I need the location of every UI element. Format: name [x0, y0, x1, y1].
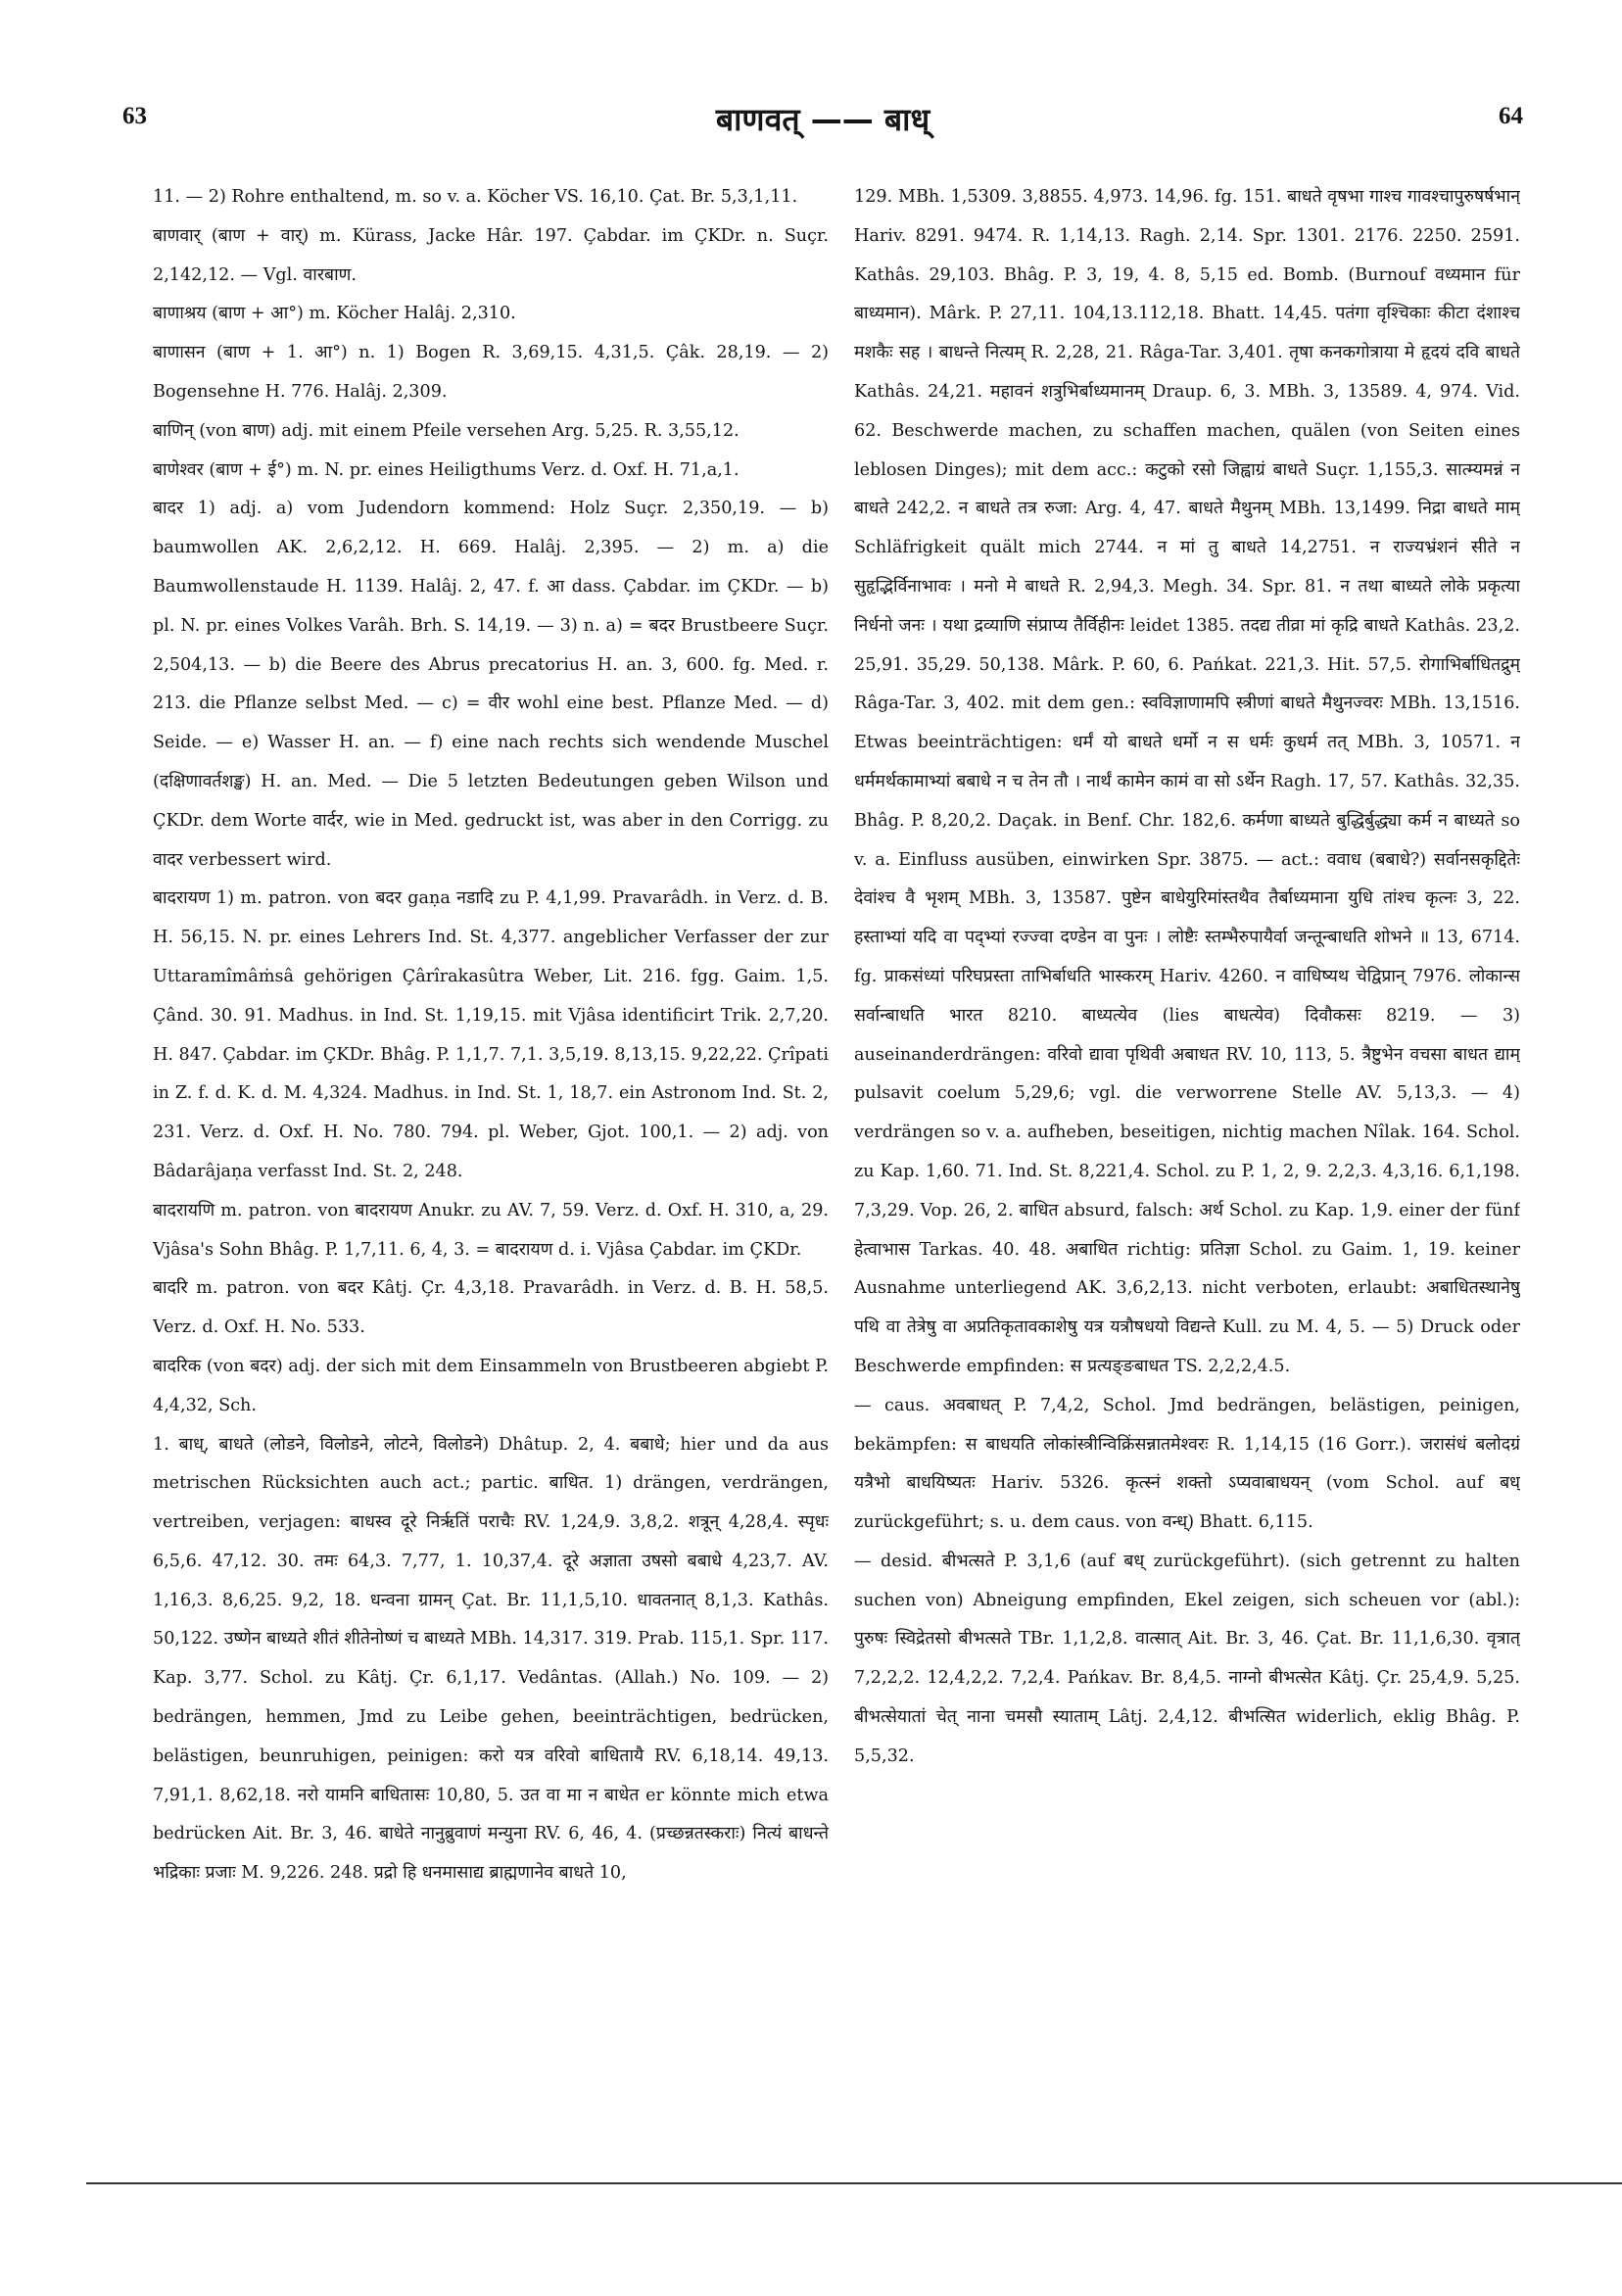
left-column	[153, 178, 829, 2128]
running-header	[118, 103, 1528, 142]
bottom-rule	[86, 2182, 1622, 2184]
entry-paragraph: बाणासन (बाण + 1. आ°) n. 1) Bogen R. 3,69,15. 4,31,5. Çâk. 28,19. — 2) Bogensehne H. 776. Halâj. 2,309.	[153, 343, 829, 402]
entry-paragraph: 129. MBh. 1,5309. 3,8855. 4,973. 14,96. fg. 151. बाधते वृषभा गाश्च गावश्चापुरुषर्षभान् Hariv. 8291. 9474. R. 1,14,13. Ragh. 2,14. Spr. 1301. 2176. 2250. 2591. Kathâs. 29,103. Bhâg. P. 3, 19, 4. 8, 5,15 ed. Bomb. (Burnouf वध्यमान für बाध्यमान). Mârk. P. 27,11. 104,13.112,18. Bhatt. 14,45. पतंगा वृश्चिकाः कीटा दंशाश्च मशकैः सह । बाधन्ते नित्यम् R. 2,28, 21. Râga-Tar. 3,401. तृषा कनकगोत्राया मे हृदयं दवि बाधते Kathâs. 24,21. महावनं शत्रुभिर्बाध्यमानम् Draup. 6, 3. MBh. 3, 13589. 4, 974. Vid. 62. Beschwerde machen, zu schaffen machen, quälen (von Seiten eines leblosen Dinges); mit dem acc.: कटुको रसो जिह्वाग्रं बाधते Suçr. 1,155,3. सात्म्यमन्नं न बाधते 242,2. न बाधते तत्र रुजा: Arg. 4, 47. बाधते मैथुनम् MBh. 13,1499. निद्रा बाधते माम् Schläfrigkeit quält mich 2744. न मां तु बाधते 14,2751. न राज्यभ्रंशनं सीते न सुहृद्भिर्विनाभावः । मनो मे बाधते R. 2,94,3. Megh. 34. Spr. 81. न तथा बाध्यते लोके प्रकृत्या निर्धनो जनः । यथा द्रव्याणि संप्राप्य तैर्विहीनः leidet 1385. तदद्य तीव्रा मां कृद्रि बाधते Kathâs. 23,2. 25,91. 35,29. 50,138. Mârk. P. 60, 6. Pańkat. 221,3. Hit. 57,5. रोगाभिर्बाधितद्रुम् Râga-Tar. 3, 402. mit dem gen.: स्वविज्ञाणामपि स्त्रीणां बाधते मैथुनज्वरः MBh. 13,1516. Etwas beeinträchtigen: धर्मं यो बाधते धर्मो न स धर्मः कुधर्म तत् MBh. 3, 10571. न धर्ममर्थकामाभ्यां बबाधे न च तेन तौ । नार्थं कामेन कामं वा सो ऽर्थेन Ragh. 17, 57. Kathâs. 32,35. Bhâg. P. 8,20,2. Daçak. in Benf. Chr. 182,6. कर्मणा बाध्यते बुद्धिर्बुद्ध्या कर्म न बाध्यते so v. a. Einfluss ausüben, einwirken Spr. 3875. — act.: ववाध (बबाधे?) सर्वानसकृद्दितेः देवांश्च वै भृशम् MBh. 3, 13587. पुष्टेन बाधेयुरिमांस्तथैव तैर्बाध्यमाना युधि तांश्च कृत्नः 3, 22. हस्ताभ्यां यदि वा पद्भ्यां रज्ज्वा दण्डेन वा पुनः । लोष्टैः स्तम्भैरुपायैर्वा जन्तून्बाधति शोभने ॥ 13, 6714. fg. प्राकसंध्यां परिघप्रस्ता ताभिर्बाधति भास्करम् Hariv. 4260. न वाधिष्यथ चेद्विप्रान् 7976. लोकान्स सर्वान्बाधति भारत 8210. बाध्यत्येव (lies बाधत्येव) दिवौकसः 8219. — 3) auseinanderdrängen: वरिवो द्यावा पृथिवी अबाधत RV. 10, 113, 5. त्रैष्टुभेन वचसा बाधत द्याम् pulsavit coelum 5,29,6; vgl. die verworrene Stelle AV. 5,13,3. — 4) verdrängen so v. a. aufheben, beseitigen, nichtig machen Nîlak. 164. Schol. zu Kap. 1,60. 71. Ind. St. 8,221,4. Schol. zu P. 1, 2, 9. 2,2,3. 4,3,16. 6,1,198. 7,3,29. Vop. 26, 2. बाधित absurd, falsch: अर्थ Schol. zu Kap. 1,9. einer der fünf हेत्वाभास Tarkas. 40. 48. अबाधित richtig: प्रतिज्ञा Schol. zu Gaim. 1, 19. keiner Ausnahme unterliegend AK. 3,6,2,13. nicht verboten, erlaubt: अबाधितस्थानेषु पथि वा तेत्रेषु वा अप्रतिकृतावकाशेषु यत्र यत्रौषधयो विद्यन्ते Kull. zu M. 4, 5. — 5) Druck oder Beschwerde empfinden: स प्रत्यङ्ङबाधत TS. 2,2,2,4.5.	[854, 187, 1520, 1376]
right-page-number: 64	[1499, 103, 1523, 129]
entry-paragraph: बादरायणि m. patron. von बादरायण Anukr. zu AV. 7, 59. Verz. d. Oxf. H. 310, a, 29. Vjâsa's Sohn Bhâg. P. 1,7,11. 6, 4, 3. = बादरायण d. i. Vjâsa Çabdar. im ÇKDr.	[153, 1200, 829, 1260]
left-page-number: 63	[122, 103, 147, 129]
entry-paragraph: 1. बाध्, बाधते (लोडने, विलोडने, लोटने, विलोडने) Dhâtup. 2, 4. बबाधे; hier und da aus metrischen Rücksichten auch act.; partic. बाधित. 1) drängen, verdrängen, vertreiben, verjagen: बाधस्व दूरे निर्ऋतिं पराचैः RV. 1,24,9. 3,8,2. शत्रून् 4,28,4. स्पृधः 6,5,6. 47,12. 30. तमः 64,3. 7,77, 1. 10,37,4. दूरे अज्ञाता उषसो बबाधे 4,23,7. AV. 1,16,3. 8,6,25. 9,2, 18. धन्वना ग्रामन् Çat. Br. 11,1,5,10. धावतनात् 8,1,3. Kathâs. 50,122. उष्णेन बाध्यते शीतं शीतेनोष्णं च बाध्यते MBh. 14,317. 319. Prab. 115,1. Spr. 117. Kap. 3,77. Schol. zu Kâtj. Çr. 6,1,17. Vedântas. (Allah.) No. 109. — 2) bedrängen, hemmen, Jmd zu Leibe gehen, beeinträchtigen, bedrücken, belästigen, beunruhigen, peinigen: करो यत्र वरिवो बाधितायै RV. 6,18,14. 49,13. 7,91,1. 8,62,18. नरो यामनि बाधितासः 10,80, 5. उत वा मा न बाधेत er könnte mich etwa bedrücken Ait. Br. 3, 46. बाधेते नानुब्रुवाणं मन्युना RV. 6, 46, 4. (प्रच्छन्नतस्कराः) नित्यं बाधन्ते भद्रिकाः प्रजाः M. 9,226. 248. प्रद्रो हि धनमासाद्य ब्राह्मणानेव बाधते 10,	[153, 1434, 829, 1884]
entry-paragraph: बाणाश्रय (बाण + आ°) m. Köcher Halâj. 2,310.	[153, 304, 516, 324]
entry-paragraph: — desid. बीभत्सते P. 3,1,6 (auf बध् zurückgeführt). (sich getrennt zu halten suchen von) Abneigung empfinden, Ekel zeigen, sich scheuen vor (abl.): पुरुषः स्विद्रेतसो बीभत्सते TBr. 1,1,2,8. वात्सात् Ait. Br. 3, 46. Çat. Br. 11,1,6,30. वृत्रात् 7,2,2,2. 12,4,2,2. 7,2,4. Pańkav. Br. 8,4,5. नाग्नो बीभत्सेत Kâtj. Çr. 25,4,9. 5,25. बीभत्सेयातां चेत् नाना चमसौ स्याताम् Lâtj. 2,4,12. बीभत्सित widerlich, eklig Bhâg. P. 5,5,32.	[854, 1551, 1520, 1766]
entry-paragraph: बादरि m. patron. von बदर Kâtj. Çr. 4,3,18. Pravarâdh. in Verz. d. B. H. 58,5. Verz. d. Oxf. H. No. 533.	[153, 1278, 829, 1338]
right-column	[854, 178, 1520, 2128]
entry-paragraph: बादरायण 1) m. patron. von बदर gaṇa नडादि zu P. 4,1,99. Pravarâdh. in Verz. d. B. H. 56,15. N. pr. eines Lehrers Ind. St. 4,377. angeblicher Verfasser der zur Uttaramîmâṁsâ gehörigen Çârîrakasûtra Weber, Lit. 216. fgg. Gaim. 1,5. Çând. 30. 91. Madhus. in Ind. St. 1,19,15. mit Vjâsa identificirt Trik. 2,7,20. H. 847. Çabdar. im ÇKDr. Bhâg. P. 1,1,7. 7,1. 3,5,19. 8,13,15. 9,22,22. Çrîpati in Z. f. d. K. d. M. 4,324. Madhus. in Ind. St. 1, 18,7. ein Astronom Ind. St. 2, 231. Verz. d. Oxf. H. No. 780. 794. pl. Weber, Gjot. 100,1. — 2) adj. von Bâdarâjaṇa verfasst Ind. St. 2, 248.	[153, 888, 829, 1181]
entry-paragraph: बाणिन् (von बाण) adj. mit einem Pfeile versehen Arg. 5,25. R. 3,55,12.	[153, 420, 739, 441]
entry-paragraph: बाणवार् (बाण + वार्) m. Kürass, Jacke Hâr. 197. Çabdar. im ÇKDr. n. Suçr. 2,142,12. — Vgl. वारबाण.	[153, 225, 829, 285]
entry-paragraph: बादरिक (von बदर) adj. der sich mit dem Einsammeln von Brustbeeren abgiebt P. 4,4,32, Sch.	[153, 1356, 829, 1415]
entry-paragraph: — caus. अवबाधत् P. 7,4,2, Schol. Jmd bedrängen, belästigen, peinigen, bekämpfen: स बाधयति लोकांस्त्रीन्विक्रिंसन्नातमेश्वरः R. 1,14,15 (16 Gorr.). जरासंधं बलोदग्रं यत्रैभो बाधयिष्यतः Hariv. 5326. कृत्स्नं शक्तो ऽप्यवाबाधयन् (vom Schol. auf बध् zurückgeführt; s. u. dem caus. von वन्ध्) Bhatt. 6,115.	[854, 1395, 1520, 1533]
entry-paragraph: बाणेश्वर (बाण + ई°) m. N. pr. eines Heiligthums Verz. d. Oxf. H. 71,a,1.	[153, 459, 739, 480]
entry-paragraph: बादर 1) adj. a) vom Judendorn kommend: Holz Suçr. 2,350,19. — b) baumwollen AK. 2,6,2,12. H. 669. Halâj. 2,395. — 2) m. a) die Baumwollenstaude H. 1139. Halâj. 2, 47. f. आ dass. Çabdar. im ÇKDr. — b) pl. N. pr. eines Volkes Varâh. Brh. S. 14,19. — 3) n. a) = बदर Brustbeere Suçr. 2,504,13. — b) die Beere des Abrus precatorius H. an. 3, 600. fg. Med. r. 213. die Pflanze selbst Med. — c) = वीर wohl eine best. Pflanze Med. — d) Seide. — e) Wasser H. an. — f) eine nach rechts sich wendende Muschel (दक्षिणावर्तशङ्ख) H. an. Med. — Die 5 letzten Bedeutungen geben Wilson und ÇKDr. dem Worte वार्दर, wie in Med. gedruckt ist, was aber in den Corrigg. zu वादर verbessert wird.	[153, 499, 829, 870]
entry-paragraph: 11. — 2) Rohre enthaltend, m. so v. a. Köcher VS. 16,10. Çat. Br. 5,3,1,11.	[153, 187, 798, 207]
running-title: बाणवत् —— बाध्	[715, 101, 930, 138]
